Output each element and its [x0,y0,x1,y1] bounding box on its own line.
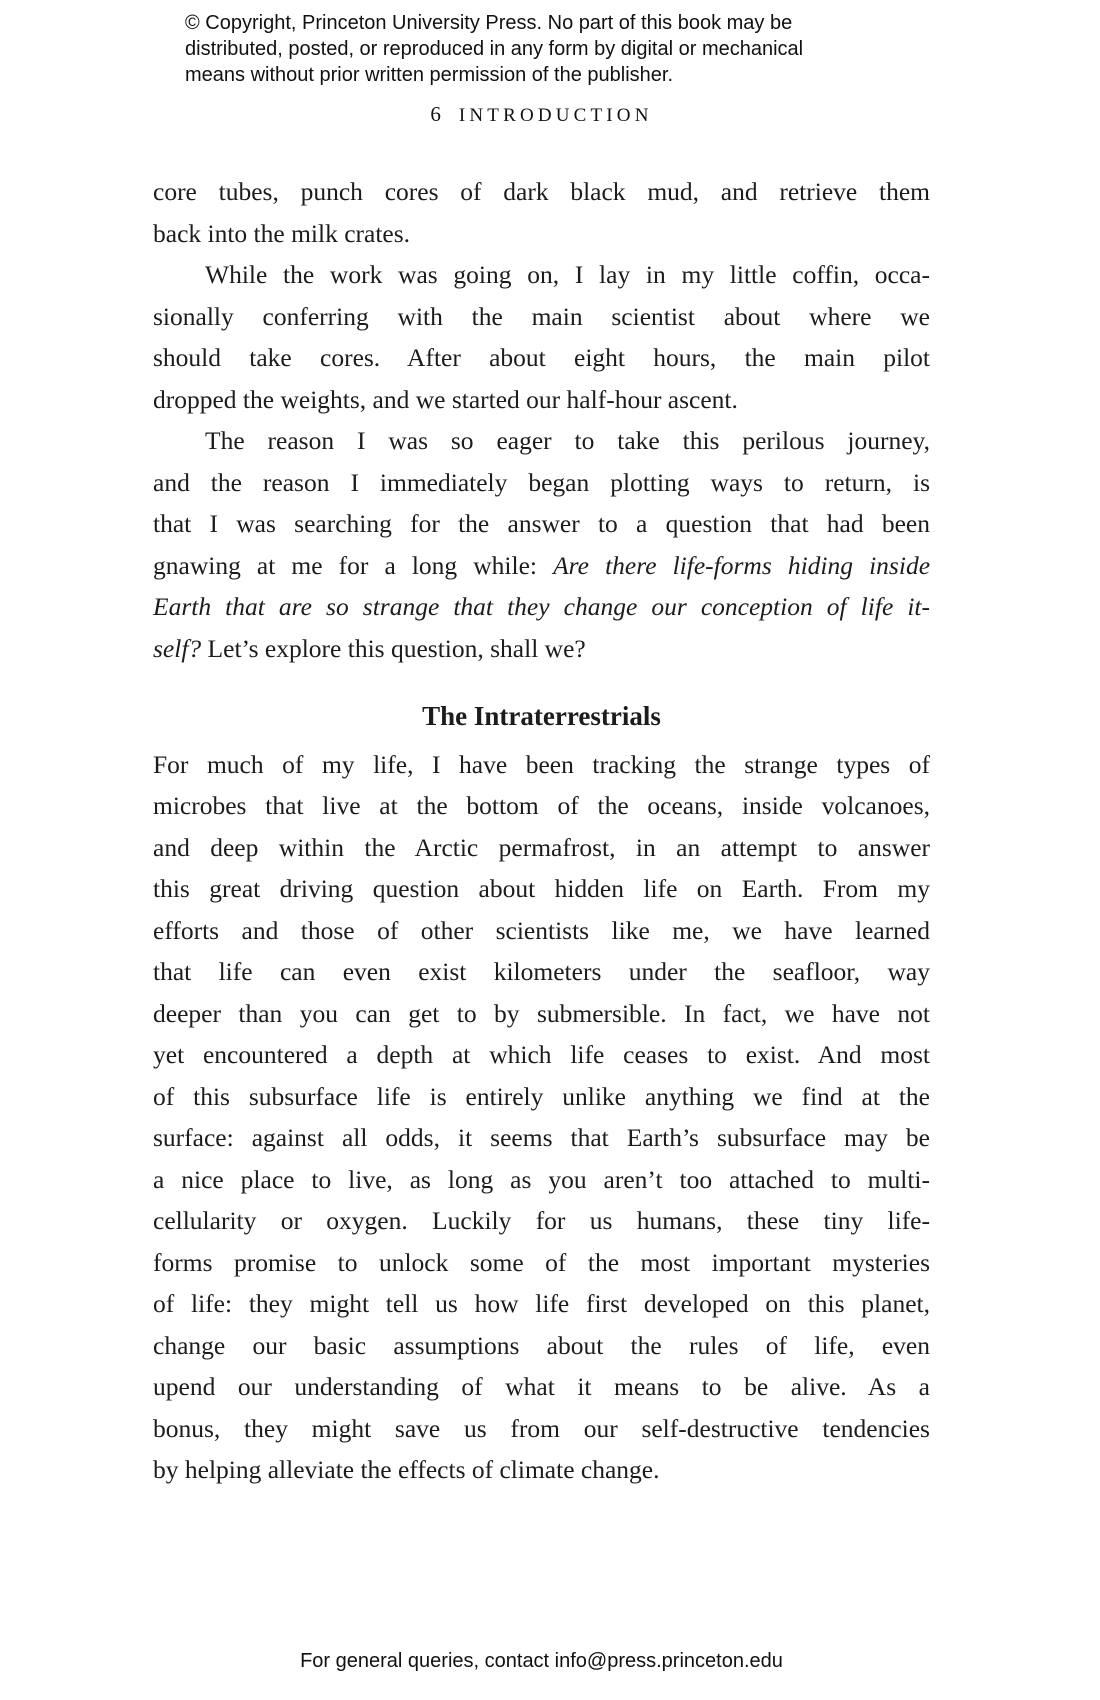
text-line [153,1408,930,1450]
regular-text: a nice place to live, as long as you aren’t too attached to multi- [153,1164,930,1194]
italic-text: Are there life-forms hiding inside [553,550,931,580]
copyright-line: distributed, posted, or reproduced in any form by digital or mechanical [185,38,804,60]
regular-text: forms promise to unlock some of the most important mysteries [153,1247,930,1277]
copyright-line: © Copyright, Princeton University Press. No part of this book may be [185,12,793,34]
text-line [153,545,930,587]
regular-text: deeper than you can get to by submersible. In fact, we have not [153,998,930,1028]
text-line [153,951,930,993]
regular-text: The reason I was so eager to take this perilous journey, [205,426,930,455]
regular-text: dropped the weights, and we started our half-hour ascent. [153,384,738,414]
footer-contact: For general queries, contact info@press.princeton.edu [300,1650,783,1672]
text-line [153,254,930,296]
regular-text: and the reason I immediately began plotting ways to return, is [153,467,930,497]
regular-text: efforts and those of other scientists like me, we have learned [153,915,930,945]
text-line [153,910,930,952]
text-line [153,379,930,421]
body-text [153,171,930,1491]
paragraph [153,254,930,420]
regular-text: yet encountered a depth at which life ceases to exist. And most [153,1040,930,1069]
regular-text: microbes that live at the bottom of the oceans, inside volcanoes, [153,791,930,820]
regular-text: of life: they might tell us how life first developed on this planet, [153,1289,930,1318]
text-line [153,1366,930,1408]
paragraph [153,171,930,254]
regular-text: back into the milk crates. [153,218,411,248]
text-line [153,1283,930,1325]
text-line [153,337,930,379]
italic-text: self? [153,633,202,663]
text-line [153,503,930,545]
text-line [153,744,930,786]
text-line [153,1200,930,1242]
text-line [153,628,930,670]
text-line [153,1076,930,1118]
regular-text: For much of my life, I have been tracking the strange types of [153,749,930,779]
text-line [153,1242,930,1284]
regular-text: Let’s explore this question, shall we? [201,633,586,663]
regular-text: this great driving question about hidden life on Earth. From my [153,874,930,903]
section-heading: The Intraterrestrials [422,701,661,731]
text-line [153,993,930,1035]
regular-text: cellularity or oxygen. Luckily for us humans, these tiny life- [153,1206,930,1235]
text-line [153,785,930,827]
regular-text: by helping alleviate the effects of climate change. [153,1455,660,1484]
regular-text: and deep within the Arctic permafrost, in an attempt to answer [153,832,930,862]
regular-text: surface: against all odds, it seems that Earth’s subsurface may be [153,1123,930,1152]
regular-text: sionally conferring with the main scientist about where we [153,301,930,331]
regular-text: should take cores. After about eight hours, the main pilot [153,343,930,372]
regular-text: of this subsurface life is entirely unlike anything we find at the [153,1081,930,1111]
text-line [153,1159,930,1201]
regular-text: bonus, they might save us from our self-destructive tendencies [153,1413,930,1443]
running-header [153,102,930,127]
copyright-line: means without prior written permission of the publisher. [185,64,674,86]
text-line [153,1117,930,1159]
text-line [153,1325,930,1367]
text-line [153,868,930,910]
regular-text: change our basic assumptions about the rules of life, even [153,1330,930,1360]
text-line [153,213,930,255]
regular-text: While the work was going on, I lay in my little coffin, occa- [205,260,930,289]
text-line [153,1449,930,1491]
chapter-title: INTRODUCTION [458,105,653,126]
text-line [153,420,930,462]
regular-text: gnawing at me for a long while: [153,550,554,580]
regular-text: upend our understanding of what it means to be alive. As a [153,1372,930,1401]
paragraph [153,744,930,1491]
page-number: 6 [430,102,441,126]
text-line [153,827,930,869]
italic-text: Earth that are so strange that they change our conception of life it- [153,592,930,621]
regular-text: core tubes, punch cores of dark black mud, and retrieve them [153,177,930,206]
text-line [153,462,930,504]
paragraph [153,420,930,669]
regular-text: that I was searching for the answer to a question that had been [153,509,930,538]
copyright-notice [185,10,885,88]
text-line [153,296,930,338]
text-line [153,586,930,628]
text-line [153,1034,930,1076]
text-line [153,171,930,213]
regular-text: that life can even exist kilometers under the seafloor, way [153,957,930,986]
